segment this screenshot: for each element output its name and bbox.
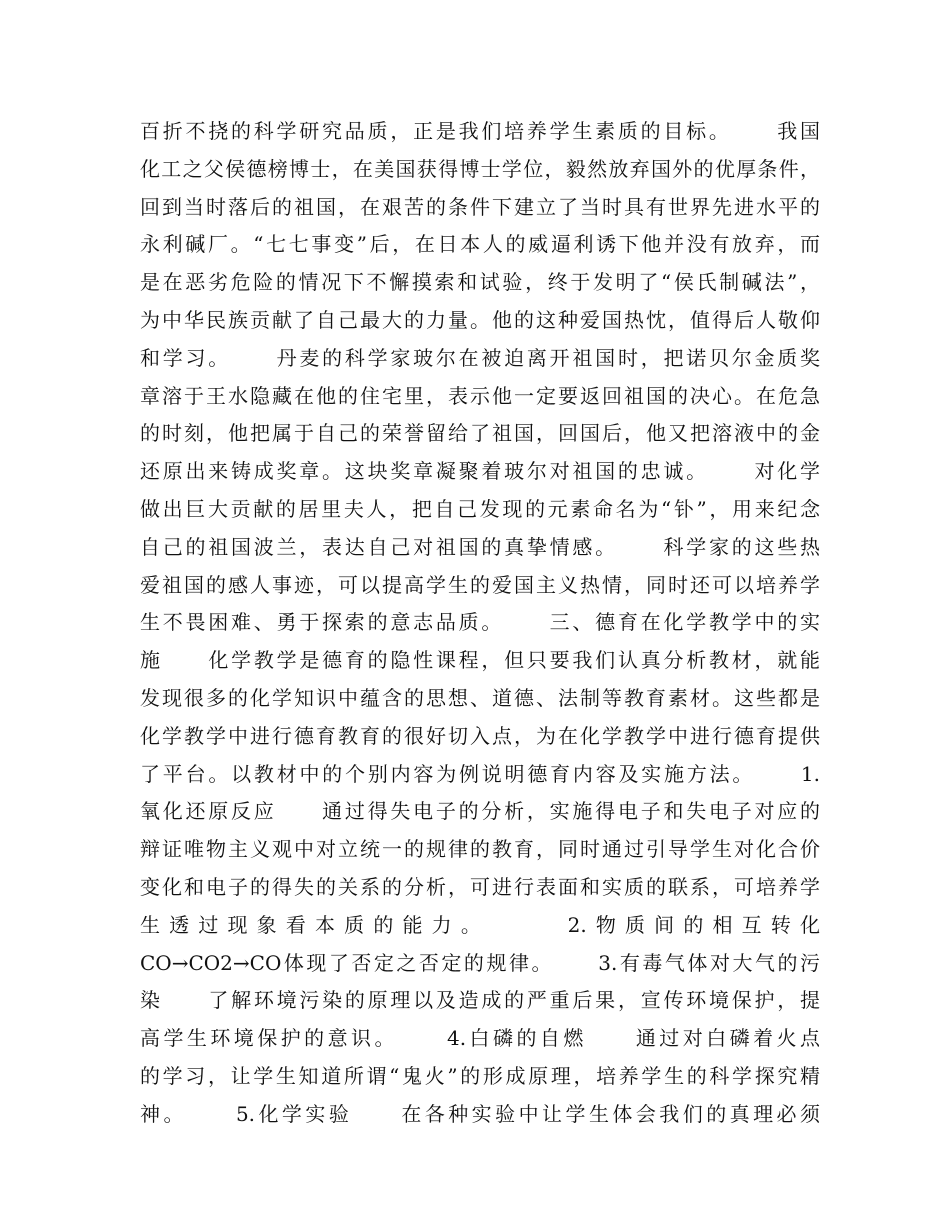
body-text [140, 113, 820, 1134]
text-line: 为中华民族贡献了自己最大的力量。他的这种爱国热忱，值得后人敬仰 [140, 307, 820, 332]
text-line: 施 化学教学是德育的隐性课程，但只要我们认真分析教材，就能 [140, 648, 820, 673]
text-line: 生不畏困难、勇于探索的意志品质。 三、德育在化学教学中的实 [140, 610, 820, 635]
text-line: 辩证唯物主义观中对立统一的规律的教育，同时通过引导学生对化合价 [140, 837, 820, 862]
text-line: 神。 5.化学实验 在各种实验中让学生体会我们的真理必须 [140, 1101, 820, 1126]
text-line: 回到当时落后的祖国，在艰苦的条件下建立了当时具有世界先进水平的 [140, 194, 820, 219]
text-line: 做出巨大贡献的居里夫人，把自己发现的元素命名为“钋”，用来纪念 [140, 496, 820, 521]
text-line: 生透过现象看本质的能力。 2.物质间的相互转化 [140, 912, 820, 937]
text-line: 变化和电子的得失的关系的分析，可进行表面和实质的联系，可培养学 [140, 874, 820, 899]
text-line: 还原出来铸成奖章。这块奖章凝聚着玻尔对祖国的忠诚。 对化学 [140, 459, 820, 484]
text-line: 染 了解环境污染的原理以及造成的严重后果，宣传环境保护，提 [140, 988, 820, 1013]
text-line: CO→CO2→CO体现了否定之否定的规律。 3.有毒气体对大气的污 [140, 950, 820, 975]
text-line: 永利碱厂。“七七事变”后，在日本人的威逼利诱下他并没有放弃，而 [140, 232, 820, 257]
text-line: 氧化还原反应 通过得失电子的分析，实施得电子和失电子对应的 [140, 799, 820, 824]
text-line: 爱祖国的感人事迹，可以提高学生的爱国主义热情，同时还可以培养学 [140, 572, 820, 597]
text-line: 发现很多的化学知识中蕴含的思想、道德、法制等教育素材。这些都是 [140, 685, 820, 710]
text-line: 百折不挠的科学研究品质，正是我们培养学生素质的目标。 我国 [140, 119, 820, 143]
text-line: 和学习。 丹麦的科学家玻尔在被迫离开祖国时，把诺贝尔金质奖 [140, 345, 820, 370]
text-line: 了平台。以教材中的个别内容为例说明德育内容及实施方法。 1. [140, 761, 820, 786]
text-line: 的时刻，他把属于自己的荣誉留给了祖国，回国后，他又把溶液中的金 [140, 421, 820, 446]
text-line: 自己的祖国波兰，表达自己对祖国的真挚情感。 科学家的这些热 [140, 534, 820, 559]
text-line: 化工之父侯德榜博士，在美国获得博士学位，毅然放弃国外的优厚条件， [140, 156, 820, 181]
text-line: 的学习，让学生知道所谓“鬼火”的形成原理，培养学生的科学探究精 [140, 1063, 820, 1088]
text-line: 高学生环境保护的意识。 4.白磷的自燃 通过对白磷着火点 [140, 1026, 820, 1051]
text-line: 是在恶劣危险的情况下不懈摸索和试验，终于发明了“侯氏制碱法”， [140, 270, 820, 295]
text-line: 化学教学中进行德育教育的很好切入点，为在化学教学中进行德育提供 [140, 723, 820, 748]
text-line: 章溶于王水隐藏在他的住宅里，表示他一定要返回祖国的决心。在危急 [140, 383, 820, 408]
